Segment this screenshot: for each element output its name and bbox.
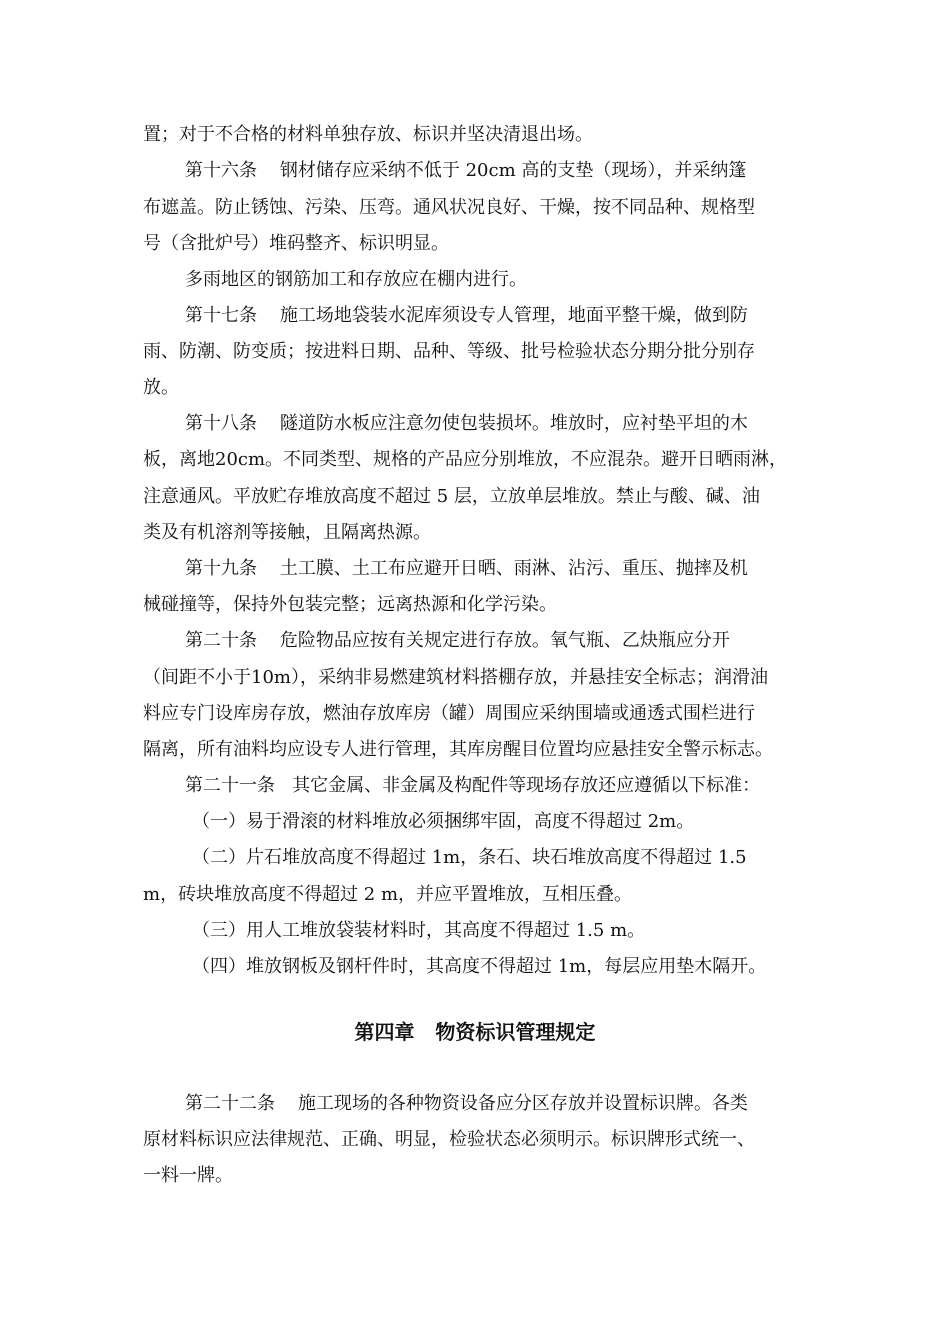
article-18-line: 第十八条 隧道防水板应注意勿使包装损坏。堆放时，应衬垫平坦的木 bbox=[185, 413, 748, 434]
list-item: （四）堆放钢板及钢杆件时，其高度不得超过 1m，每层应用垫木隔开。 bbox=[192, 956, 767, 977]
text-line: 布遮盖。防止锈蚀、污染、压弯。通风状况良好、干燥，按不同品种、规格型 bbox=[143, 197, 755, 218]
list-item: （三）用人工堆放袋装材料时，其高度不得超过 1.5 m。 bbox=[192, 920, 646, 941]
text-line: 板，离地20cm。不同类型、规格的产品应分别堆放，不应混杂。避开日晒雨淋， bbox=[143, 449, 788, 470]
text-line: 放。 bbox=[143, 377, 179, 398]
text-line: 一料一牌。 bbox=[143, 1165, 233, 1186]
article-20-line: 第二十条 危险物品应按有关规定进行存放。氧气瓶、乙炔瓶应分开 bbox=[185, 630, 730, 651]
list-item: （二）片石堆放高度不得超过 1m，条石、块石堆放高度不得超过 1.5 bbox=[192, 847, 747, 868]
text-line: 多雨地区的钢筋加工和存放应在棚内进行。 bbox=[185, 269, 527, 290]
article-16-line: 第十六条 钢材储存应采纳不低于 20cm 高的支垫（现场），并采纳篷 bbox=[185, 160, 747, 181]
text-line: m，砖块堆放高度不得超过 2 m，并应平置堆放，互相压叠。 bbox=[143, 884, 633, 905]
list-item: （一）易于滑滚的材料堆放必须捆绑牢固，高度不得超过 2m。 bbox=[192, 811, 695, 832]
chapter-heading: 第四章 物资标识管理规定 bbox=[354, 1020, 596, 1044]
text-line: 雨、防潮、防变质；按进料日期、品种、等级、批号检验状态分期分批分别存 bbox=[143, 341, 755, 362]
article-22-line: 第二十二条 施工现场的各种物资设备应分区存放并设置标识牌。各类 bbox=[185, 1093, 748, 1114]
text-line: 号（含批炉号）堆码整齐、标识明显。 bbox=[143, 233, 449, 254]
article-19-line: 第十九条 土工膜、土工布应避开日晒、雨淋、沾污、重压、抛摔及机 bbox=[185, 558, 748, 579]
text-line: 注意通风。平放贮存堆放高度不超过 5 层，立放单层堆放。禁止与酸、碱、油 bbox=[143, 486, 760, 507]
text-line: 置；对于不合格的材料单独存放、标识并坚决清退出场。 bbox=[143, 124, 593, 145]
text-line: 械碰撞等，保持外包装完整；远离热源和化学污染。 bbox=[143, 594, 557, 615]
text-line: 原材料标识应法律规范、正确、明显，检验状态必须明示。标识牌形式统一、 bbox=[143, 1129, 755, 1150]
text-line: 类及有机溶剂等接触，且隔离热源。 bbox=[143, 522, 431, 543]
text-line: （间距不小于10m），采纳非易燃建筑材料搭棚存放，并悬挂安全标志；润滑油 bbox=[143, 667, 768, 688]
text-line: 隔离，所有油料均应设专人进行管理，其库房醒目位置均应悬挂安全警示标志。 bbox=[143, 739, 773, 760]
article-21-line: 第二十一条 其它金属、非金属及构配件等现场存放还应遵循以下标准： bbox=[185, 775, 761, 796]
article-17-line: 第十七条 施工场地袋装水泥库须设专人管理，地面平整干燥，做到防 bbox=[185, 305, 748, 326]
text-line: 料应专门设库房存放，燃油存放库房（罐）周围应采纳围墙或通透式围栏进行 bbox=[143, 703, 755, 724]
